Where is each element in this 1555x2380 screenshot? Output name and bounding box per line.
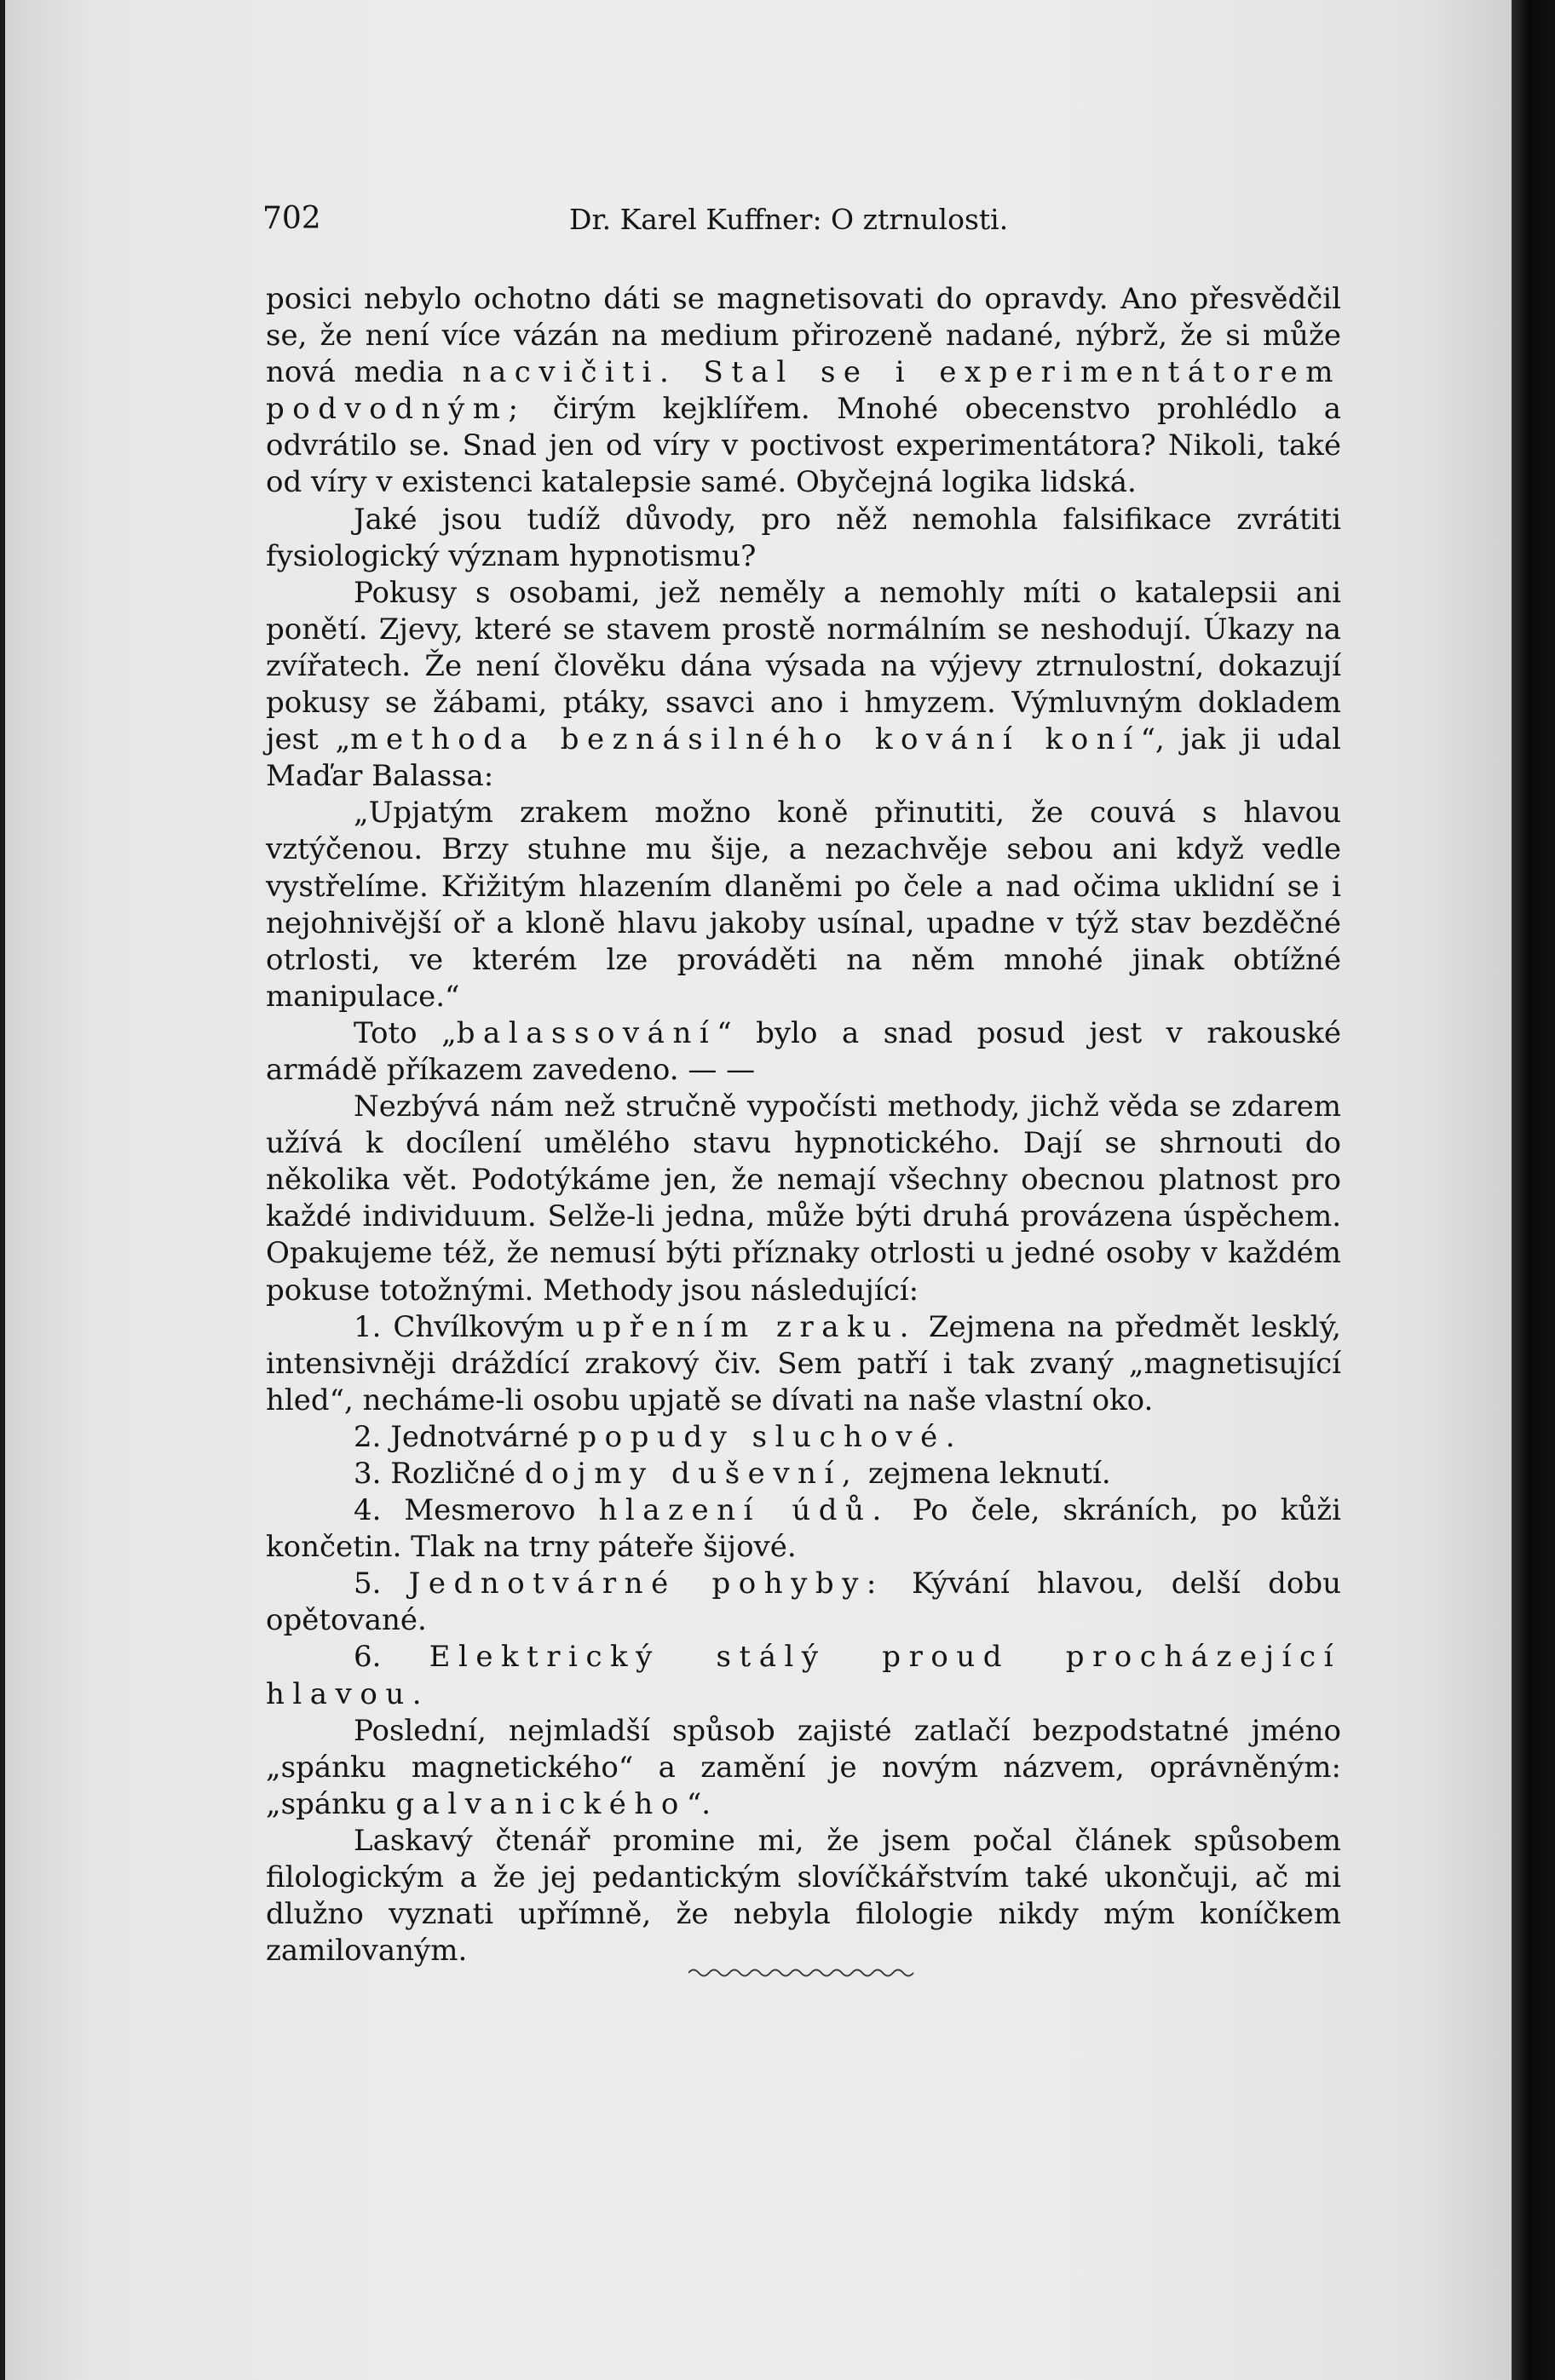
paragraph-3: Pokusy s osobami, jež neměly a nemohly míti o katalepsii ani ponětí. Zjevy, které se stavem prostě normálním se neshodují. Úkazy na zvířatech. Že není člověku dána výsada na výjevy ztrnulostní, dokazují pokusy se žábami, ptáky, ssavci ano i hmyzem. Výmluvným dokladem jest „methoda beznásilného kování koní“, jak ji udal Maďar Balassa: <box>266 575 1341 794</box>
spaced-emphasis: methoda beznásilného kování koní <box>350 722 1141 757</box>
spaced-emphasis: popudy sluchové. <box>578 1419 964 1454</box>
spaced-emphasis: hlazení údů. <box>598 1493 890 1528</box>
method-item-2: 2. Jednotvárné popudy sluchové. <box>354 1419 964 1454</box>
method-item-5: 5. Jednotvárné pohyby: Kývání hlavou, delší dobu opětované. <box>266 1567 1341 1638</box>
spaced-emphasis: Jednotvárné pohyby: <box>408 1567 884 1601</box>
method-item-3: 3. Rozličné dojmy duševní, zejmena leknutí. <box>354 1457 1111 1491</box>
spaced-emphasis: galvanického <box>395 1786 687 1821</box>
method-item-4: 4. Mesmerovo hlazení údů. Po čele, skráních, po kůži končetin. Tlak na trny páteře šijové. <box>266 1493 1342 1565</box>
paragraph-7: Laskavý čtenář promine mi, že jsem počal článek spůsobem filologickým a že jej pedantickým slovíčkářstvím také ukončuji, ač mi dlužno vyznati upřímně, že nebyla filologie nikdy mým koníčkem zamilovaným. <box>266 1823 1341 1969</box>
paragraph-5: Nezbývá nám než stručně vypočísti methody, jichž věda se zdarem užívá k docílení umělého stavu hypnotického. Dají se shrnouti do několika vět. Podotýkáme jen, že nemají všechny obecnou platnost pro každé individuum. Selže-li jedna, může býti druhá provázena úspěchem. Opakujeme též, že nemusí býti příznaky otrlosti u jedné osoby v každém pokuse totožnými. Methody jsou následující: <box>266 1089 1341 1308</box>
spaced-emphasis: nacvičiti. Stal se i experimentátorem podvodným; <box>266 355 1341 427</box>
body-text <box>266 281 1341 1969</box>
page-header <box>262 198 1353 240</box>
wavy-divider-ornament <box>688 1964 915 1981</box>
book-page <box>5 0 1512 2380</box>
page-number: 702 <box>262 201 321 236</box>
paragraph-1: posici nebylo ochotno dáti se magnetisovati do opravdy. Ano přesvědčil se, že není více vázán na medium přirozeně nadané, nýbrž, že si může nová media nacvičiti. Stal se i experimentátorem podvodným; čirým kejklířem. Mnohé obecenstvo prohlédlo a odvrátilo se. Snad jen od víry v poctivost experimentátora? Nikoli, také od víry v existenci katalepsie samé. Obyčejná logika lidská. <box>266 282 1341 500</box>
running-title: Dr. Karel Kuffner: O ztrnulosti. <box>569 203 1009 236</box>
paragraph-4: Toto „balassování“ bylo a snad posud jest v rakouské armádě příkazem zavedeno. — — <box>266 1015 1342 1087</box>
quotation: „Upjatým zrakem možno koně přinutiti, že couvá s hlavou vztýčenou. Brzy stuhne mu šije, a nezachvěje sebou ani když vedle vystřelíme. Křižitým hlazením dlaněmi po čele a nad očima uklidní se i nejohnivější oř a kloně hlavu jakoby usínal, upadne v týž stav bezděčné otrlosti, ve kterém lze prováděti na něm mnohé jinak obtížné manipulace.“ <box>266 796 1341 1014</box>
spaced-emphasis: balassování <box>456 1015 717 1050</box>
spaced-emphasis: upřením zraku. <box>575 1309 917 1344</box>
method-item-6: 6. Elektrický stálý proud procházející hlavou. <box>266 1640 1342 1711</box>
paragraph-2: Jaké jsou tudíž důvody, pro něž nemohla falsifikace zvrátiti fysiologický význam hypnotismu? <box>266 502 1341 573</box>
paragraph-6: Poslední, nejmladší spůsob zajisté zatlačí bezpodstatné jméno „spánku magnetického“ a zamění je novým názvem, oprávněným: „spánku galvanického“. <box>266 1713 1341 1821</box>
spaced-emphasis: dojmy duševní, <box>524 1457 860 1491</box>
spaced-emphasis: Elektrický stálý proud procházející hlavou. <box>266 1640 1342 1711</box>
scan-border-shadow <box>1512 0 1555 2380</box>
method-item-1: 1. Chvílkovým upřením zraku. Zejmena na předmět lesklý, intensivněji dráždící zrakový čiv. Sem patří i tak zvaný „magnetisující hled“, necháme-li osobu upjatě se dívati na naše vlastní oko. <box>266 1309 1341 1417</box>
